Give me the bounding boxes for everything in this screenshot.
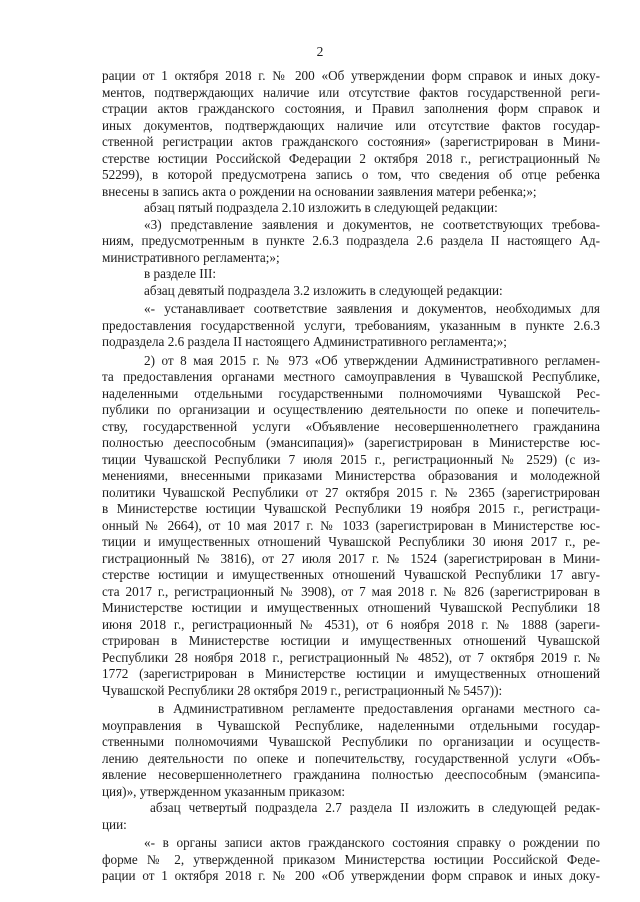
text-line: «- в органы записи актов гражданского состояния справку о рождении по: [144, 835, 600, 850]
text-line: предоставления государственной услуги, требованиям, указанным в пункте 2.6.3: [102, 317, 600, 333]
text-line: в Министерстве юстиции Чувашской Республики 19 ноября 2015 г., регистраци-: [102, 501, 600, 516]
text-line: министративного регламента;»;: [102, 249, 280, 265]
text-line: ментов, подтверждающих наличие или отсутствие фактов государственной реги-: [102, 84, 600, 100]
text-line: стерстве юстиции Российской Федерации 2 октября 2018 г., регистрационный №: [102, 150, 600, 166]
text-line: подраздела 2.6 раздела II настоящего Административного регламента;»;: [102, 334, 507, 349]
text-line: ста 2017 г., регистрационный № 3908), от 7 мая 2018 г. № 826 (зарегистрирован в: [102, 583, 600, 599]
page-number: 2: [316, 44, 324, 59]
text-line: лению деятельности по опеке и попечительству, государственной услуги «Объ-: [102, 750, 600, 766]
text-line: в разделе III:: [144, 266, 217, 281]
text-line: явление несовершеннолетнего гражданина полностью дееспособным (эмансипа-: [102, 767, 600, 782]
text-line: «- устанавливает соответствие заявления и документов, необходимых для: [144, 301, 600, 316]
document-body: [102, 68, 600, 885]
text-line: страции актов гражданского состояния, и Правил заполнения форм справок и: [102, 101, 600, 116]
text-line: июня 2018 г., регистрационный № 4531), от 6 ноября 2018 г. № 1888 (зареги-: [102, 616, 600, 632]
text-line: ции:: [102, 816, 127, 832]
text-line: 1772 (зарегистрирован в Министерстве юстиции и имущественных отношений: [102, 666, 600, 681]
text-line: наделенными отдельными государственными полномочиями Чувашской Рес-: [102, 385, 600, 401]
text-line: тиции и имущественных отношений Чувашской Республики 30 июня 2017 г., ре-: [102, 534, 600, 549]
text-line: рации от 1 октября 2018 г. № 200 «Об утверждении форм справок и иных доку-: [102, 68, 600, 83]
text-line: онный № 2664), от 10 мая 2017 г. № 1033 (зарегистрирован в Министерстве юс-: [102, 517, 600, 533]
text-line: тиции Чувашской Республики 7 июля 2015 г., регистрационный № 2529) (с из-: [102, 451, 600, 467]
text-line: 52299), в которой предусмотрена запись о том, что сведения об отце ребенка: [102, 167, 600, 182]
text-line: ция)», утвержденном указанным приказом:: [102, 783, 346, 799]
text-line: рации от 1 октября 2018 г. № 200 «Об утверждении форм справок и иных доку-: [102, 868, 600, 883]
text-line: стерстве юстиции и имущественных отношений Чувашской Республики 17 авгу-: [102, 567, 600, 582]
text-line: та предоставления органами местного самоуправления в Чувашской Республике,: [102, 369, 600, 384]
text-line: внесены в запись акта о рождении на основании заявления матери ребенка;»;: [102, 183, 537, 199]
text-line: ственными полномочиями Чувашской Республики по организации и осуществ-: [102, 734, 600, 749]
text-line: моуправления в Чувашской Республике, наделенными отдельными государ-: [102, 717, 600, 733]
text-line: ниям, предусмотренным в пункте 2.6.3 подраздела 2.6 раздела II настоящего Ад-: [102, 233, 600, 248]
text-line: «3) представление заявления и документов, не соответствующих требова-: [144, 216, 600, 232]
text-line: политики Чувашской Республики от 27 октября 2015 г. № 2365 (зарегистрирован: [102, 484, 600, 500]
text-line: гистрационный № 3816), от 27 июля 2017 г. № 1524 (зарегистрирован в Мини-: [102, 550, 600, 566]
text-line: Республики 28 ноября 2018 г., регистрационный № 4852), от 7 октября 2019 г. №: [102, 649, 600, 665]
text-line: ственной регистрации актов гражданского состояния» (зарегистрирован в Мини-: [102, 134, 600, 149]
text-line: абзац четвертый подраздела 2.7 раздела II изложить в следующей редак-: [150, 800, 600, 815]
text-line: форме № 2, утвержденной приказом Министерства юстиции Российской Феде-: [102, 851, 600, 867]
text-line: абзац пятый подраздела 2.10 изложить в следующей редакции:: [144, 200, 498, 215]
text-line: менениями, внесенными приказами Министерства образования и молодежной: [102, 468, 600, 483]
text-line: Чувашской Республики 28 октября 2019 г., регистрационный № 5457)):: [102, 682, 503, 698]
text-line: абзац девятый подраздела 3.2 изложить в следующей редакции:: [144, 282, 503, 298]
text-line: ству, государственной услуги «Объявление несовершеннолетнего гражданина: [102, 418, 600, 434]
text-line: 2) от 8 мая 2015 г. № 973 «Об утверждении Административного регламен-: [144, 352, 600, 368]
text-line: иных документов, подтверждающих наличие или отсутствие фактов государ-: [102, 117, 600, 133]
text-line: стрирован в Министерстве юстиции и имущественных отношений Чувашской: [102, 633, 600, 648]
text-line: Министерстве юстиции и имущественных отношений Чувашской Республики 18: [102, 600, 600, 615]
text-line: полностью дееспособным (эмансипация)» (зарегистрирован в Министерстве юс-: [102, 435, 600, 450]
text-line: публики по организации и осуществлению деятельности по опеке и попечитель-: [102, 402, 600, 417]
text-line: в Административном регламенте предоставления органами местного са-: [158, 701, 600, 716]
